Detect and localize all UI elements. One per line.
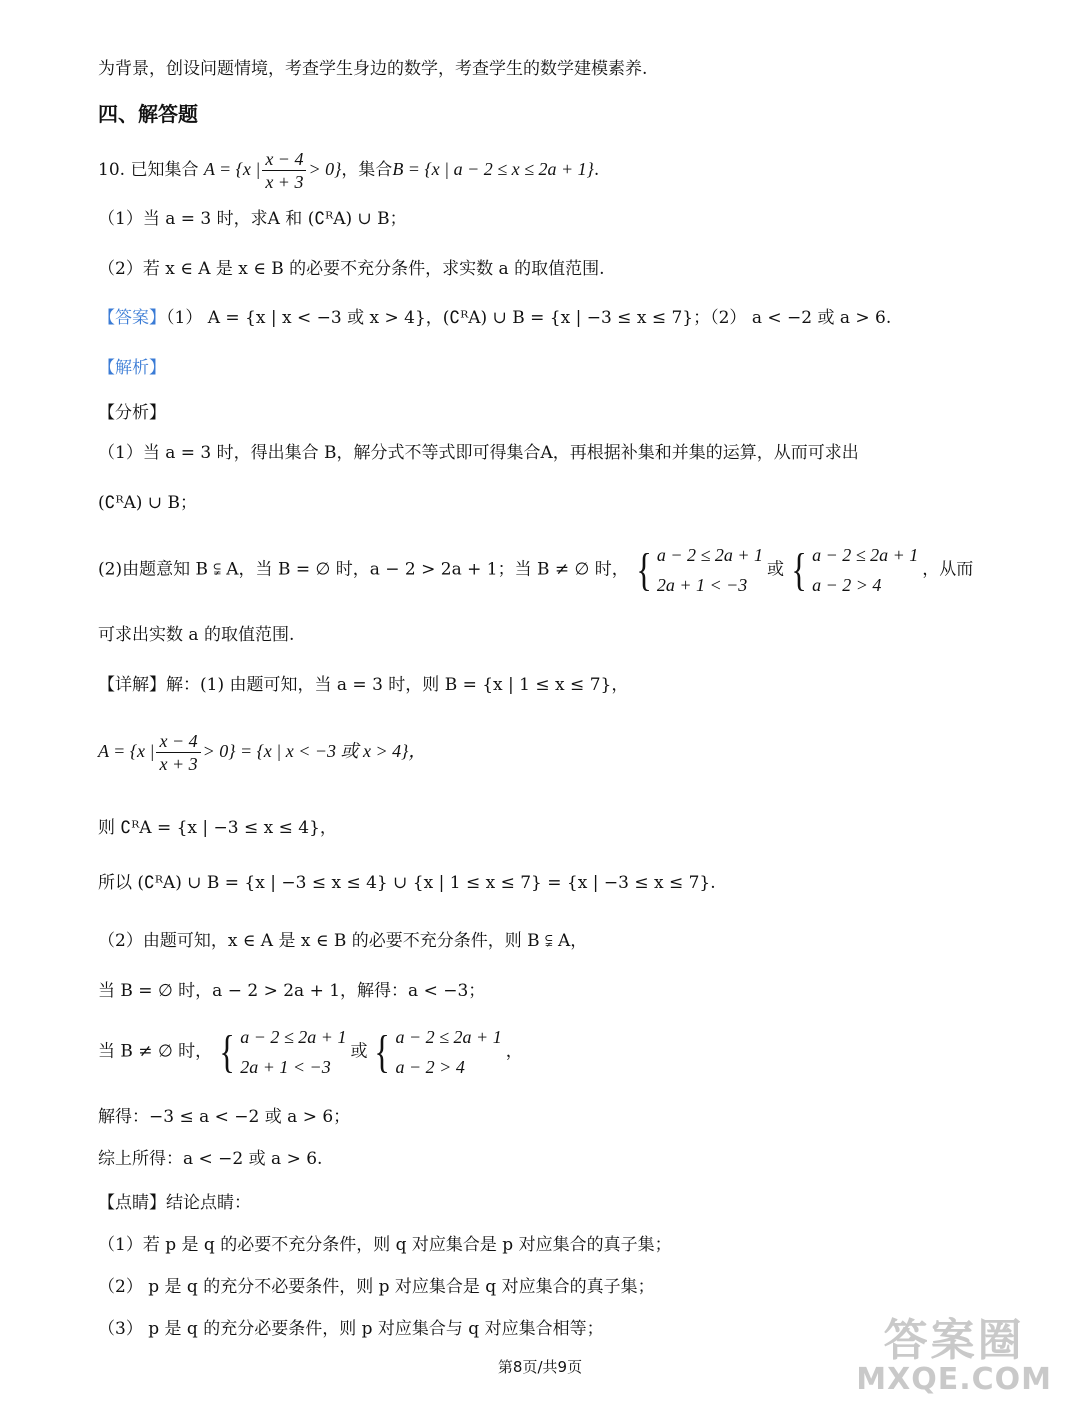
detail-a-rhs: > 0} = {x | x < −3 或 x > 4}， <box>202 741 427 761</box>
brace-glyph: { <box>219 1026 235 1077</box>
part-1: （1）当 a = 3 时，求A 和 (∁ᴿA) ∪ B； <box>98 209 407 229</box>
fenxi-1a: （1）当 a = 3 时，得出集合 B，解分式不等式即可得集合A，再根据补集和并集的运算，从而可求出 <box>98 443 859 463</box>
system-row: a − 2 > 4 <box>395 1057 465 1077</box>
dianjing-item-2: （2） p 是 q 的充分不必要条件，则 p 对应集合是 q 对应集合的真子集； <box>98 1277 655 1297</box>
dianjing-title: 【点睛】结论点睛： <box>98 1193 251 1213</box>
detail-line-3: 则 ∁ᴿA = {x | −3 ≤ x ≤ 4}， <box>98 818 337 838</box>
or-text: 或 <box>767 559 785 580</box>
watermark-bottom: MXQE.COM <box>856 1362 1052 1398</box>
set-a-lhs: A = {x | <box>203 159 261 179</box>
detail-line-7 <box>98 1022 523 1082</box>
set-a-rhs: > 0} <box>308 159 342 179</box>
system-row: a − 2 ≤ 2a + 1 <box>656 545 764 565</box>
fenxi-2-post: ，从而 <box>922 559 974 580</box>
system-row: a − 2 ≤ 2a + 1 <box>240 1027 347 1047</box>
dianjing-item-3: （3） p 是 q 的充分必要条件，则 p 对应集合与 q 对应集合相等； <box>98 1319 604 1339</box>
answer-tag: 【答案】 <box>98 308 166 328</box>
inequality-system-1 <box>216 1022 346 1082</box>
detail-line-4: 所以 (∁ᴿA) ∪ B = {x | −3 ≤ x ≤ 4} ∪ {x | 1 ≤ x ≤ 7} = {x | −3 ≤ x ≤ 7}. <box>98 873 716 893</box>
fenxi-2-pre: (2)由题意知 B ⫋ A，当 B = ∅ 时，a − 2 > 2a + 1；当 B ≠ ∅ 时， <box>98 559 629 580</box>
brace-glyph: { <box>374 1026 391 1077</box>
answer-line <box>98 305 891 331</box>
inequality-system-2 <box>371 1022 501 1082</box>
dianjing-item-1: （1）若 p 是 q 的必要不充分条件，则 q 对应集合是 p 对应集合的真子集； <box>98 1235 672 1255</box>
system-row: a − 2 ≤ 2a + 1 <box>812 545 919 565</box>
detail-line-1: 【详解】解：(1) 由题可知，当 a = 3 时，则 B = {x | 1 ≤ x ≤ 7}， <box>98 675 629 695</box>
section-heading: 四、解答题 <box>98 102 198 126</box>
inequality-system-1 <box>633 540 763 600</box>
detail-a-fraction <box>156 730 200 775</box>
brace-glyph: { <box>791 544 807 595</box>
system-row: 2a + 1 < −3 <box>240 1057 331 1077</box>
q10-end: . <box>593 160 600 180</box>
intro-line: 为背景，创设问题情境，考查学生身边的数学，考查学生的数学建模素养. <box>98 59 648 79</box>
brace-glyph: { <box>636 544 652 595</box>
q10-prefix: 10. 已知集合 <box>98 160 199 180</box>
fenxi-2 <box>98 540 973 600</box>
question-10 <box>98 148 599 193</box>
detail-line-7-post: ， <box>505 1041 523 1062</box>
inequality-system-2 <box>788 540 918 600</box>
or-text: 或 <box>350 1041 368 1062</box>
set-b: B = {x | a − 2 ≤ x ≤ 2a + 1} <box>392 159 594 179</box>
fenxi-2b: 可求出实数 a 的取值范围. <box>98 625 295 645</box>
system-row: a − 2 ≤ 2a + 1 <box>395 1027 502 1047</box>
answer-text: （1） A = {x | x < −3 或 x > 4}，(∁ᴿA) ∪ B = {x | −3 ≤ x ≤ 7}；（2） a < −2 或 a > 6. <box>166 308 892 328</box>
detail-line-8: 解得：−3 ≤ a < −2 或 a > 6； <box>98 1107 351 1127</box>
jiexi-tag: 【解析】 <box>98 358 166 378</box>
detail-a-lhs: A = {x | <box>98 741 155 761</box>
fraction-denominator: x + 3 <box>159 754 198 774</box>
detail-line-9: 综上所得：a < −2 或 a > 6. <box>98 1149 323 1169</box>
fraction-numerator: x − 4 <box>156 730 200 753</box>
detail-line-5: （2）由题可知，x ∈ A 是 x ∈ B 的必要不充分条件，则 B ⫋ A， <box>98 931 588 951</box>
fenxi-1b: (∁ᴿA) ∪ B； <box>98 493 197 513</box>
detail-set-a <box>98 730 426 775</box>
page-footer: 第8页/共9页 <box>497 1358 583 1376</box>
fraction-numerator: x − 4 <box>262 148 306 171</box>
detail-line-6: 当 B = ∅ 时，a − 2 > 2a + 1，解得：a < −3； <box>98 981 486 1001</box>
fraction-denominator: x + 3 <box>265 172 304 192</box>
set-a-fraction <box>262 148 306 193</box>
system-row: 2a + 1 < −3 <box>656 575 748 595</box>
watermark-logo <box>856 1315 1052 1398</box>
watermark-top: 答案圈 <box>883 1315 1025 1366</box>
system-row: a − 2 > 4 <box>812 575 882 595</box>
detail-line-7-pre: 当 B ≠ ∅ 时， <box>98 1041 213 1062</box>
fenxi-tag: 【分析】 <box>98 403 166 423</box>
q10-mid: ，集合 <box>341 160 393 180</box>
part-2: （2）若 x ∈ A 是 x ∈ B 的必要不充分条件，求实数 a 的取值范围. <box>98 259 605 279</box>
